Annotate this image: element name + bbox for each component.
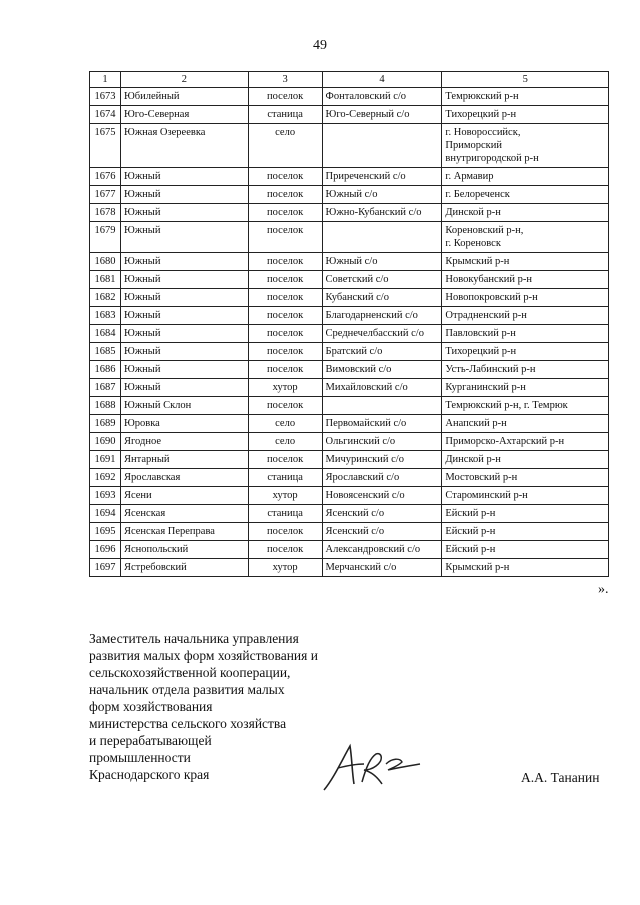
row-number: 1676	[90, 168, 121, 186]
settlement-type: поселок	[248, 325, 322, 343]
settlement-type: село	[248, 124, 322, 168]
table-row	[90, 487, 609, 505]
table-row	[90, 415, 609, 433]
row-number: 1681	[90, 271, 121, 289]
settlement-name: Южный	[120, 379, 248, 397]
row-number: 1679	[90, 222, 121, 253]
district	[442, 186, 609, 204]
settlement-type: поселок	[248, 397, 322, 415]
settlement-type: поселок	[248, 271, 322, 289]
rural-council: Ясенский с/о	[322, 505, 442, 523]
table-row	[90, 451, 609, 469]
rural-council: Юго-Северный с/о	[322, 106, 442, 124]
district	[442, 415, 609, 433]
settlement-name: Юбилейный	[120, 88, 248, 106]
district-line: Кореновский р-н,	[445, 225, 524, 236]
page-number: 49	[313, 38, 327, 53]
settlement-name: Южный Склон	[120, 397, 248, 415]
settlement-name: Ягодное	[120, 433, 248, 451]
settlement-type: поселок	[248, 253, 322, 271]
column-header: 2	[120, 72, 248, 88]
district-line: Ейский р-н	[445, 508, 496, 519]
rural-council: Первомайский с/о	[322, 415, 442, 433]
district-line: Динской р-н	[445, 454, 501, 465]
settlement-type: поселок	[248, 307, 322, 325]
settlement-name: Южный	[120, 271, 248, 289]
table-row	[90, 469, 609, 487]
settlement-name: Южная Озереевка	[120, 124, 248, 168]
district-line: Темрюкский р-н, г. Темрюк	[445, 400, 568, 411]
rural-council: Приреченский с/о	[322, 168, 442, 186]
district-line: Крымский р-н	[445, 562, 510, 573]
settlement-type: поселок	[248, 222, 322, 253]
table-row	[90, 106, 609, 124]
district-line: Староминский р-н	[445, 490, 528, 501]
settlement-name: Ясени	[120, 487, 248, 505]
table-row	[90, 433, 609, 451]
row-number: 1674	[90, 106, 121, 124]
rural-council: Южный с/о	[322, 253, 442, 271]
signatory-title-line: промышленности	[89, 750, 191, 765]
rural-council: Советский с/о	[322, 271, 442, 289]
district-line: Курганинский р-н	[445, 382, 526, 393]
settlement-name: Ясенская Переправа	[120, 523, 248, 541]
district	[442, 361, 609, 379]
settlement-type: село	[248, 433, 322, 451]
settlement-type: поселок	[248, 168, 322, 186]
rural-council: Новоясенский с/о	[322, 487, 442, 505]
settlement-type: станица	[248, 106, 322, 124]
row-number: 1690	[90, 433, 121, 451]
rural-council	[322, 397, 442, 415]
district	[442, 379, 609, 397]
settlement-name: Южный	[120, 289, 248, 307]
district-line: г. Белореченск	[445, 189, 510, 200]
settlement-name: Южный	[120, 307, 248, 325]
table-row	[90, 343, 609, 361]
district	[442, 397, 609, 415]
district	[442, 325, 609, 343]
signatory-title-line: начальник отдела развития малых	[89, 682, 285, 697]
district	[442, 106, 609, 124]
rural-council	[322, 124, 442, 168]
row-number: 1691	[90, 451, 121, 469]
signatory-title-line: и перерабатывающей	[89, 733, 212, 748]
column-header: 4	[322, 72, 442, 88]
district-line: г. Армавир	[445, 171, 494, 182]
district	[442, 487, 609, 505]
district-line: внутригородской р-н	[445, 153, 539, 164]
row-number: 1689	[90, 415, 121, 433]
table-row	[90, 168, 609, 186]
rural-council: Вимовский с/о	[322, 361, 442, 379]
handwritten-signature	[316, 738, 426, 798]
signatory-title-line: министерства сельского хозяйства	[89, 716, 287, 731]
table-header-row	[90, 72, 609, 88]
settlement-type: хутор	[248, 379, 322, 397]
settlement-name: Янтарный	[120, 451, 248, 469]
rural-council: Ярославский с/о	[322, 469, 442, 487]
settlement-type: поселок	[248, 289, 322, 307]
district	[442, 271, 609, 289]
rural-council: Александровский с/о	[322, 541, 442, 559]
settlement-type: поселок	[248, 186, 322, 204]
table-row	[90, 124, 609, 168]
settlement-type: поселок	[248, 523, 322, 541]
table-row	[90, 559, 609, 577]
table-row	[90, 523, 609, 541]
settlement-name: Ясенская	[120, 505, 248, 523]
rural-council: Братский с/о	[322, 343, 442, 361]
district	[442, 168, 609, 186]
rural-council: Ольгинский с/о	[322, 433, 442, 451]
table-row	[90, 289, 609, 307]
column-header: 5	[442, 72, 609, 88]
table-row	[90, 88, 609, 106]
row-number: 1684	[90, 325, 121, 343]
row-number: 1695	[90, 523, 121, 541]
district	[442, 88, 609, 106]
district-line: Отрадненский р-н	[445, 310, 527, 321]
settlements-table	[89, 71, 609, 577]
district-line: г. Кореновск	[445, 238, 501, 249]
rural-council: Мерчанский с/о	[322, 559, 442, 577]
settlement-type: поселок	[248, 361, 322, 379]
settlement-name: Южный	[120, 222, 248, 253]
row-number: 1673	[90, 88, 121, 106]
row-number: 1683	[90, 307, 121, 325]
signatory-title-line: форм хозяйствования	[89, 699, 213, 714]
table-row	[90, 505, 609, 523]
row-number: 1693	[90, 487, 121, 505]
district	[442, 451, 609, 469]
district-line: Новопокровский р-н	[445, 292, 538, 303]
settlement-name: Южный	[120, 325, 248, 343]
district	[442, 204, 609, 222]
table-row	[90, 397, 609, 415]
district-line: Приморский	[445, 140, 502, 151]
row-number: 1675	[90, 124, 121, 168]
table-row	[90, 204, 609, 222]
signatory-title-line: развития малых форм хозяйствования и	[89, 648, 318, 663]
district-line: Мостовский р-н	[445, 472, 518, 483]
rural-council: Южно-Кубанский с/о	[322, 204, 442, 222]
district	[442, 222, 609, 253]
rural-council: Ясенский с/о	[322, 523, 442, 541]
settlement-name: Яснопольский	[120, 541, 248, 559]
row-number: 1692	[90, 469, 121, 487]
district	[442, 289, 609, 307]
settlement-name: Южный	[120, 168, 248, 186]
rural-council	[322, 222, 442, 253]
district-line: Усть-Лабинский р-н	[445, 364, 536, 375]
rural-council: Южный с/о	[322, 186, 442, 204]
row-number: 1677	[90, 186, 121, 204]
rural-council: Среднечелбасский с/о	[322, 325, 442, 343]
district-line: Тихорецкий р-н	[445, 109, 517, 120]
signer-name: А.А. Тананин	[521, 770, 600, 785]
settlement-type: поселок	[248, 541, 322, 559]
district-line: г. Новороссийск,	[445, 127, 521, 138]
district	[442, 253, 609, 271]
district-line: Новокубанский р-н	[445, 274, 533, 285]
district-line: Тихорецкий р-н	[445, 346, 517, 357]
column-header: 3	[248, 72, 322, 88]
district	[442, 433, 609, 451]
table-body	[90, 88, 609, 577]
signatory-title-line: Краснодарского края	[89, 767, 210, 782]
district	[442, 307, 609, 325]
district-line: Анапский р-н	[445, 418, 507, 429]
closing-quote-mark: ».	[598, 582, 609, 597]
row-number: 1688	[90, 397, 121, 415]
row-number: 1685	[90, 343, 121, 361]
row-number: 1694	[90, 505, 121, 523]
row-number: 1697	[90, 559, 121, 577]
row-number: 1696	[90, 541, 121, 559]
rural-council: Фонталовский с/о	[322, 88, 442, 106]
settlement-name: Южный	[120, 186, 248, 204]
rural-council: Мичуринский с/о	[322, 451, 442, 469]
district-line: Крымский р-н	[445, 256, 510, 267]
row-number: 1680	[90, 253, 121, 271]
table-row	[90, 379, 609, 397]
settlement-name: Южный	[120, 204, 248, 222]
table-row	[90, 541, 609, 559]
settlement-type: село	[248, 415, 322, 433]
settlement-type: поселок	[248, 451, 322, 469]
row-number: 1678	[90, 204, 121, 222]
signatory-title-line: сельскохозяйственной кооперации,	[89, 665, 291, 680]
district	[442, 469, 609, 487]
table-row	[90, 325, 609, 343]
row-number: 1682	[90, 289, 121, 307]
settlement-type: поселок	[248, 88, 322, 106]
settlement-name: Южный	[120, 361, 248, 379]
settlement-type: поселок	[248, 204, 322, 222]
table-row	[90, 186, 609, 204]
settlement-type: поселок	[248, 343, 322, 361]
settlement-type: хутор	[248, 559, 322, 577]
table-row	[90, 253, 609, 271]
row-number: 1687	[90, 379, 121, 397]
district	[442, 559, 609, 577]
table-row	[90, 307, 609, 325]
table-row	[90, 222, 609, 253]
signatory-title-line: Заместитель начальника управления	[89, 631, 299, 646]
district-line: Ейский р-н	[445, 544, 496, 555]
rural-council: Кубанский с/о	[322, 289, 442, 307]
table-row	[90, 271, 609, 289]
district	[442, 343, 609, 361]
settlement-name: Южный	[120, 253, 248, 271]
district-line: Темрюкский р-н	[445, 91, 519, 102]
column-header: 1	[90, 72, 121, 88]
rural-council: Благодарненский с/о	[322, 307, 442, 325]
district-line: Приморско-Ахтарский р-н	[445, 436, 565, 447]
rural-council: Михайловский с/о	[322, 379, 442, 397]
settlement-name: Ястребовский	[120, 559, 248, 577]
district-line: Ейский р-н	[445, 526, 496, 537]
settlement-type: станица	[248, 505, 322, 523]
settlement-name: Южный	[120, 343, 248, 361]
row-number: 1686	[90, 361, 121, 379]
district	[442, 541, 609, 559]
district-line: Павловский р-н	[445, 328, 516, 339]
settlement-type: хутор	[248, 487, 322, 505]
district-line: Динской р-н	[445, 207, 501, 218]
district	[442, 505, 609, 523]
settlement-name: Юровка	[120, 415, 248, 433]
settlement-name: Юго-Северная	[120, 106, 248, 124]
district	[442, 523, 609, 541]
settlement-name: Ярославская	[120, 469, 248, 487]
table-row	[90, 361, 609, 379]
settlement-type: станица	[248, 469, 322, 487]
district	[442, 124, 609, 168]
